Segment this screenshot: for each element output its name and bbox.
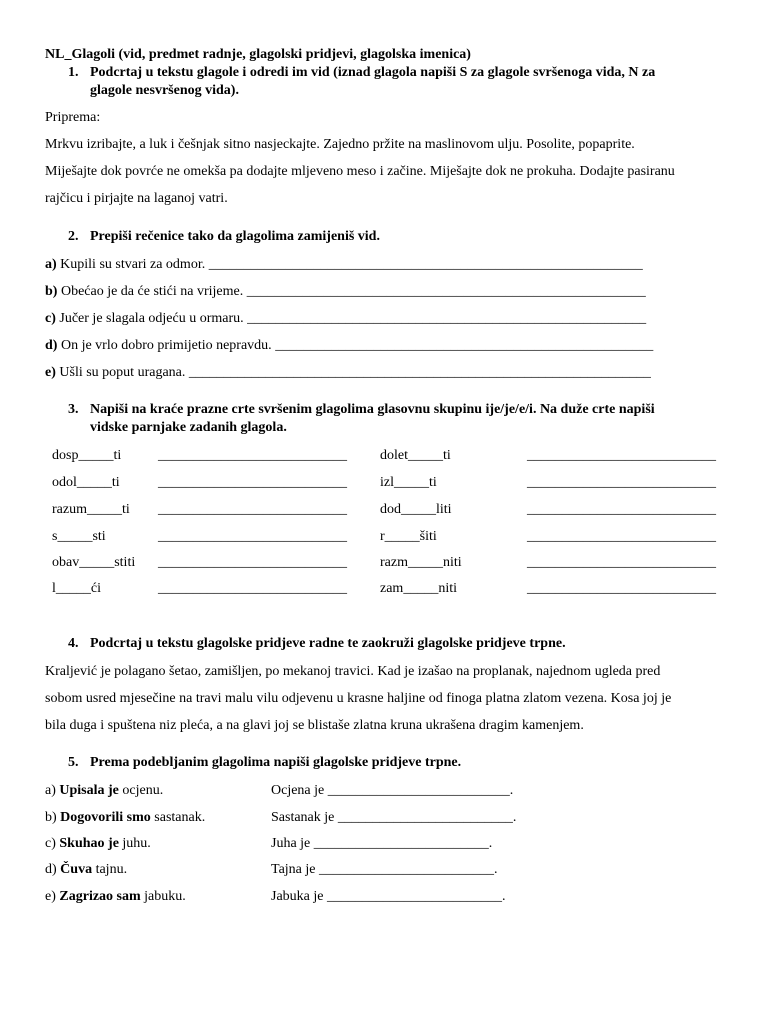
task2-item-sentence: Jučer je slagala odjeću u ormaru. bbox=[55, 311, 248, 326]
task5-item-rest: tajnu. bbox=[92, 862, 128, 877]
task3-verb-left[interactable]: obav_____stiti bbox=[52, 555, 136, 570]
task5-item-label: d) bbox=[45, 862, 61, 877]
task3-pair-blank[interactable]: ___________________________ bbox=[527, 475, 716, 490]
task5-item-rest: sastanak. bbox=[150, 810, 206, 825]
task5-answer-blank[interactable]: Juha je _________________________. bbox=[271, 836, 493, 851]
task5-item-rest: jabuku. bbox=[140, 889, 186, 904]
task2-item-label: e) bbox=[45, 365, 56, 380]
task3-pair-blank[interactable]: ___________________________ bbox=[158, 502, 347, 517]
task3-heading-line2: vidske parnjake zadanih glagola. bbox=[90, 420, 287, 435]
task1-heading-line1: Podcrtaj u tekstu glagole i odredi im vid (iznad glagola napiši S za glagole svršenoga vida, N za bbox=[90, 65, 656, 80]
task3-verb-right[interactable]: dod_____liti bbox=[380, 502, 452, 517]
task3-pair-blank[interactable]: ___________________________ bbox=[158, 555, 347, 570]
task3-verb-right[interactable]: r_____šiti bbox=[380, 529, 437, 544]
task3-verb-right[interactable]: izl_____ti bbox=[380, 475, 437, 490]
task5-item-label: a) bbox=[45, 783, 60, 798]
task5-item-rest: ocjenu. bbox=[118, 783, 164, 798]
task3-verb-right[interactable]: zam_____niti bbox=[380, 581, 457, 596]
task2-item bbox=[45, 284, 646, 300]
task3-pair-blank[interactable]: ___________________________ bbox=[527, 555, 716, 570]
task1-text-line: Miješajte dok povrće ne omekša pa dodajte mljeveno meso i začine. Miješajte dok ne prokuha. Dodajte pasiranu bbox=[45, 164, 675, 179]
task2-heading: Prepiši rečenice tako da glagolima zamijeniš vid. bbox=[90, 229, 380, 244]
task4-text-line: Kraljević je polagano šetao, zamišljen, po mekanoj travici. Kad je izašao na proplanak, najednom ugleda pred bbox=[45, 664, 661, 679]
task2-answer-blank[interactable]: _________________________________________________________ bbox=[247, 311, 647, 326]
task5-item bbox=[45, 783, 163, 799]
task5-item-label: c) bbox=[45, 836, 60, 851]
task3-pair-blank[interactable]: ___________________________ bbox=[158, 529, 347, 544]
task5-item-label: e) bbox=[45, 889, 60, 904]
task5-item bbox=[45, 836, 151, 852]
task5-answer-blank[interactable]: Tajna je _________________________. bbox=[271, 862, 498, 877]
task4-number: 4. bbox=[68, 636, 79, 651]
task2-item-sentence: On je vrlo dobro primijetio nepravdu. bbox=[57, 338, 276, 353]
document-title: NL_Glagoli (vid, predmet radnje, glagolski pridjevi, glagolska imenica) bbox=[45, 47, 471, 62]
task5-number: 5. bbox=[68, 755, 79, 770]
task3-verb-left[interactable]: dosp_____ti bbox=[52, 448, 122, 463]
task2-item-label: b) bbox=[45, 284, 58, 299]
task5-bold-verb: Upisala je bbox=[59, 783, 119, 798]
task1-text-line: Priprema: bbox=[45, 110, 101, 125]
task2-item-sentence: Obećao je da će stići na vrijeme. bbox=[57, 284, 247, 299]
task3-pair-blank[interactable]: ___________________________ bbox=[527, 529, 716, 544]
task3-verb-left[interactable]: s_____sti bbox=[52, 529, 106, 544]
task5-item-label: b) bbox=[45, 810, 61, 825]
task5-answer-blank[interactable]: Ocjena je __________________________. bbox=[271, 783, 514, 798]
task3-verb-right[interactable]: dolet_____ti bbox=[380, 448, 451, 463]
task1-text-line: Mrkvu izribajte, a luk i češnjak sitno nasjeckajte. Zajedno pržite na maslinovom ulju. Posolite, popaprite. bbox=[45, 137, 635, 152]
task3-pair-blank[interactable]: ___________________________ bbox=[158, 448, 347, 463]
task2-answer-blank[interactable]: ______________________________________________________ bbox=[275, 338, 654, 353]
task3-verb-left[interactable]: odol_____ti bbox=[52, 475, 120, 490]
task5-item-rest: juhu. bbox=[118, 836, 151, 851]
task5-bold-verb: Čuva bbox=[60, 862, 93, 877]
task5-item bbox=[45, 810, 205, 826]
task2-item bbox=[45, 311, 646, 327]
task1-heading-line2: glagole nesvršenog vida). bbox=[90, 83, 239, 98]
task3-heading-line1: Napiši na kraće prazne crte svršenim glagolima glasovnu skupinu ije/je/e/i. Na duže crte napiši bbox=[90, 402, 655, 417]
task3-pair-blank[interactable]: ___________________________ bbox=[527, 581, 716, 596]
task5-heading: Prema podebljanim glagolima napiši glagolske pridjeve trpne. bbox=[90, 755, 462, 770]
task3-pair-blank[interactable]: ___________________________ bbox=[527, 448, 716, 463]
task1-text-line: rajčicu i pirjajte na laganoj vatri. bbox=[45, 191, 228, 206]
task2-number: 2. bbox=[68, 229, 79, 244]
task2-item-sentence: Ušli su poput uragana. bbox=[55, 365, 189, 380]
task2-item bbox=[45, 257, 643, 273]
task2-answer-blank[interactable]: _________________________________________________________ bbox=[246, 284, 646, 299]
task5-answer-blank[interactable]: Jabuka je _________________________. bbox=[271, 889, 506, 904]
task2-item-label: d) bbox=[45, 338, 58, 353]
task5-bold-verb: Zagrizao sam bbox=[59, 889, 141, 904]
task2-item-label: a) bbox=[45, 257, 57, 272]
task5-item bbox=[45, 862, 127, 878]
task3-pair-blank[interactable]: ___________________________ bbox=[158, 581, 347, 596]
task2-item-sentence: Kupili su stvari za odmor. bbox=[56, 257, 209, 272]
task5-bold-verb: Skuhao je bbox=[59, 836, 119, 851]
task3-verb-right[interactable]: razm_____niti bbox=[380, 555, 462, 570]
task5-item bbox=[45, 889, 186, 905]
task1-number: 1. bbox=[68, 65, 79, 80]
task2-item bbox=[45, 338, 653, 354]
task4-heading: Podcrtaj u tekstu glagolske pridjeve radne te zaokruži glagolske pridjeve trpne. bbox=[90, 636, 566, 651]
task2-item-label: c) bbox=[45, 311, 56, 326]
task3-pair-blank[interactable]: ___________________________ bbox=[158, 475, 347, 490]
task3-verb-left[interactable]: l_____ći bbox=[52, 581, 101, 596]
task2-item bbox=[45, 365, 651, 381]
task3-verb-left[interactable]: razum_____ti bbox=[52, 502, 130, 517]
task4-text-line: bila duga i spuštena niz pleća, a na glavi joj se blistaše zlatna kruna ukrašena dragim kamenjem. bbox=[45, 718, 584, 733]
task2-answer-blank[interactable]: ______________________________________________________________ bbox=[208, 257, 643, 272]
task5-bold-verb: Dogovorili smo bbox=[60, 810, 151, 825]
task2-answer-blank[interactable]: __________________________________________________________________ bbox=[188, 365, 651, 380]
task3-number: 3. bbox=[68, 402, 79, 417]
task4-text-line: sobom usred mjesečine na travi malu vilu odjevenu u krasne haljine od finoga platna zlatom vezena. Kosa joj je bbox=[45, 691, 672, 706]
task3-pair-blank[interactable]: ___________________________ bbox=[527, 502, 716, 517]
task5-answer-blank[interactable]: Sastanak je _________________________. bbox=[271, 810, 517, 825]
